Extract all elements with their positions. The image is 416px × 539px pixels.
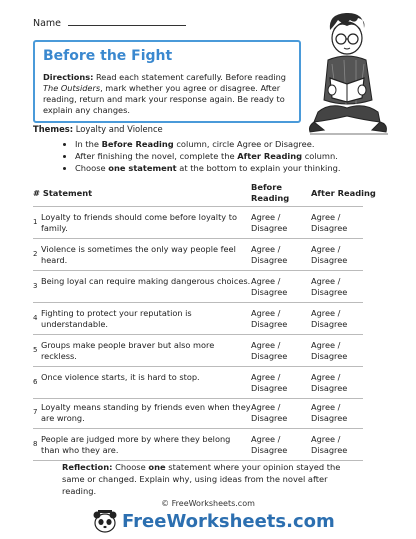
before-reading-choice[interactable] [251,434,287,456]
agree-option[interactable]: Agree / [311,434,341,444]
instruction-item [75,162,375,174]
disagree-option[interactable]: Disagree [311,351,348,361]
before-reading-choice[interactable] [251,340,287,362]
statement-text: Violence is sometimes the only way people feel heard. [41,244,236,265]
before-header-line1: Before [251,182,282,192]
table-row [33,368,363,398]
reflection-bold: one [148,462,166,472]
disagree-option[interactable]: Disagree [251,287,288,297]
after-reading-choice[interactable] [311,308,347,330]
worksheet-title: Before the Fight [43,48,173,64]
agree-option[interactable]: Agree / [251,434,281,444]
row-divider [33,270,363,271]
statement-number: 3 [33,282,38,290]
statement-number: 6 [33,378,38,386]
row-divider [33,428,363,429]
themes-value: Loyalty and Violence [75,124,163,134]
brand-name [122,511,335,532]
disagree-option[interactable]: Disagree [311,255,348,265]
before-reading-choice[interactable] [251,402,287,424]
name-label: Name [33,18,62,29]
directions-box [33,40,301,123]
agree-option[interactable]: Agree / [251,276,281,286]
table-row [33,398,363,428]
table-row [33,272,363,302]
before-reading-choice[interactable] [251,244,287,266]
disagree-option[interactable]: Disagree [251,383,288,393]
agree-option[interactable]: Agree / [251,372,281,382]
agree-option[interactable]: Agree / [311,340,341,350]
freeworksheets-logo[interactable] [92,508,335,534]
after-reading-choice[interactable] [311,244,347,266]
table-header-divider [33,206,363,207]
brand-free: Free [122,510,167,532]
disagree-option[interactable]: Disagree [251,255,288,265]
statement-column-header: # Statement [33,188,93,198]
statement-number: 8 [33,440,38,448]
instructions-list [63,138,375,174]
brand-worksheets: Worksheets [166,510,287,532]
row-divider [33,302,363,303]
instruction-text: After finishing the novel, complete the [75,151,238,161]
reflection-text: Choose [115,462,149,472]
disagree-option[interactable]: Disagree [311,223,348,233]
after-reading-choice[interactable] [311,372,347,394]
disagree-option[interactable]: Disagree [251,223,288,233]
instruction-text: column, circle Agree or Disagree. [173,139,315,149]
agree-option[interactable]: Agree / [251,340,281,350]
disagree-option[interactable]: Disagree [311,319,348,329]
after-reading-choice[interactable] [311,340,347,362]
reflection-prompt [62,461,362,497]
row-divider [33,238,363,239]
after-reading-choice[interactable] [311,434,347,456]
disagree-option[interactable]: Disagree [311,445,348,455]
agree-option[interactable]: Agree / [251,244,281,254]
directions-text-part2: , mark whether you agree or disagree. After reading, return and mark your response again. Be ready to explain any changes. [43,83,285,115]
after-reading-choice[interactable] [311,402,347,424]
reflection-text: statement where your opinion stayed the same or changed. Explain why, using ideas from the novel after reading. [62,462,341,496]
disagree-option[interactable]: Disagree [311,413,348,423]
brand-com: .com [286,510,335,532]
disagree-option[interactable]: Disagree [311,383,348,393]
instruction-bold: After Reading [237,151,303,161]
table-row [33,336,363,366]
before-reading-choice[interactable] [251,276,287,298]
instruction-text: Choose [75,163,109,173]
name-field[interactable] [33,16,186,29]
after-reading-choice[interactable] [311,212,347,234]
agree-option[interactable]: Agree / [311,372,341,382]
table-row [33,240,363,270]
statement-text: Loyalty means standing by friends even when they are wrong. [41,402,251,423]
row-divider [33,334,363,335]
statement-number: 1 [33,218,38,226]
table-row [33,208,363,238]
after-reading-choice[interactable] [311,276,347,298]
statement-number: 4 [33,314,38,322]
directions-text [43,72,293,116]
statement-text: Being loyal can require making dangerous choices. [41,276,251,286]
directions-label: Directions: [43,72,94,82]
reflection-label: Reflection: [62,462,113,472]
instruction-bold: Before Reading [101,139,174,149]
agree-option[interactable]: Agree / [311,402,341,412]
instruction-text: In the [75,139,102,149]
agree-option[interactable]: Agree / [311,244,341,254]
before-reading-column-header [251,182,289,204]
table-row [33,304,363,334]
statement-text: Groups make people braver but also more reckless. [41,340,215,361]
agree-option[interactable]: Agree / [251,308,281,318]
instruction-text: at the bottom to explain your thinking. [176,163,341,173]
panda-icon [92,509,118,533]
row-divider [33,366,363,367]
agree-option[interactable]: Agree / [311,276,341,286]
disagree-option[interactable]: Disagree [251,319,288,329]
instruction-bold: one statement [108,163,177,173]
statement-text: Fighting to protect your reputation is understandable. [41,308,192,329]
before-reading-choice[interactable] [251,372,287,394]
table-row [33,430,363,460]
before-header-line2: Reading [251,193,290,203]
book-title: The Outsiders [43,83,101,93]
directions-text-part1: Read each statement carefully. Before reading [95,72,286,82]
disagree-option[interactable]: Disagree [311,287,348,297]
disagree-option[interactable]: Disagree [251,445,288,455]
instruction-item [75,150,375,162]
themes-line [33,124,163,134]
agree-option[interactable]: Agree / [311,212,341,222]
name-line[interactable] [68,16,186,26]
statement-number: 2 [33,250,38,258]
disagree-option[interactable]: Disagree [251,351,288,361]
statement-text: People are judged more by where they belong than who they are. [41,434,231,455]
statement-number: 5 [33,346,38,354]
agree-option[interactable]: Agree / [251,212,281,222]
themes-label: Themes: [33,124,74,134]
before-reading-choice[interactable] [251,212,287,234]
instruction-item [75,138,375,150]
instruction-text: column. [302,151,338,161]
reading-boy-illustration [300,8,392,138]
disagree-option[interactable]: Disagree [251,413,288,423]
statement-number: 7 [33,408,38,416]
statement-text: Loyalty to friends should come before loyalty to family. [41,212,237,233]
statement-text: Once violence starts, it is hard to stop. [41,372,200,382]
copyright-text: © FreeWorksheets.com [161,499,255,508]
agree-option[interactable]: Agree / [251,402,281,412]
after-reading-column-header: After Reading [311,188,376,198]
before-reading-choice[interactable] [251,308,287,330]
agree-option[interactable]: Agree / [311,308,341,318]
